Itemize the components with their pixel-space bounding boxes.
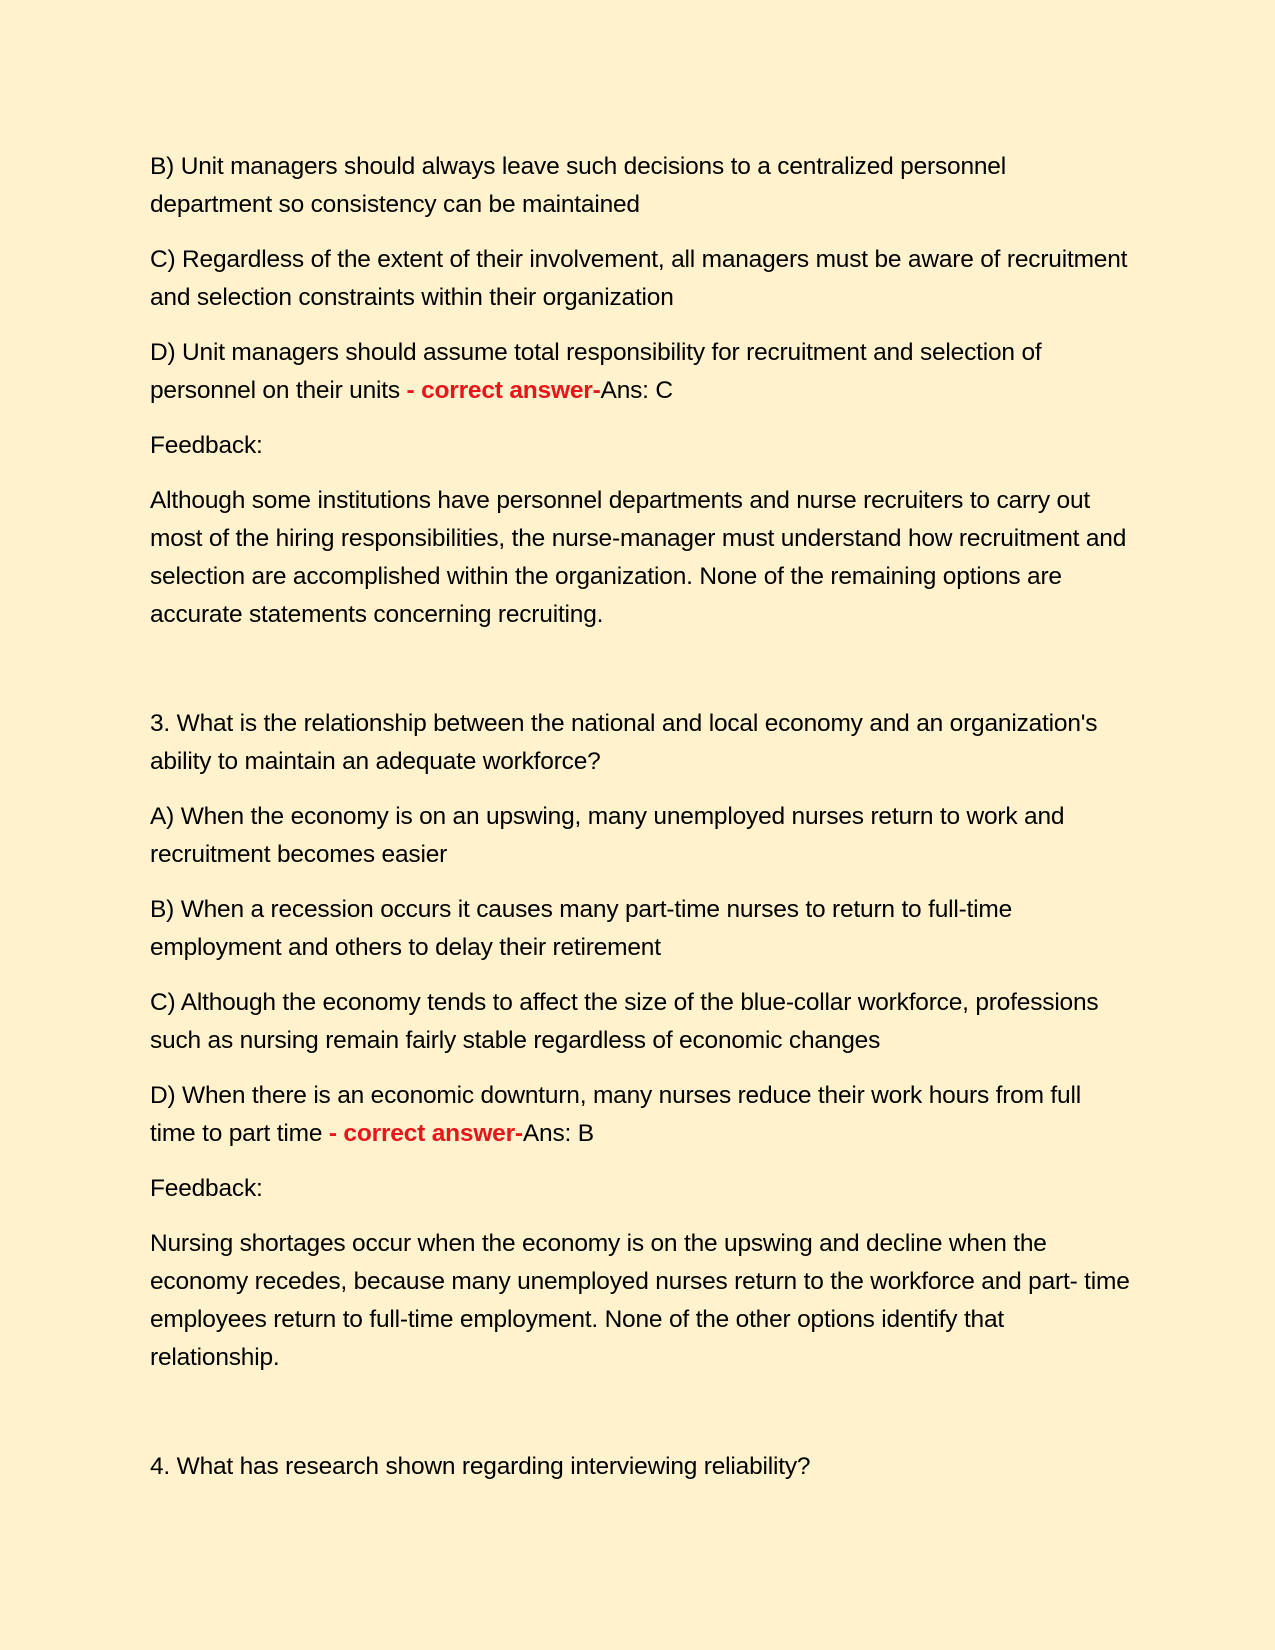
q3-answer: Ans: B bbox=[522, 1120, 594, 1147]
q3-option-d bbox=[150, 1077, 1130, 1153]
q3-question: 3. What is the relationship between the national and local economy and an organization's ability to maintain an adequate workforce? bbox=[150, 710, 1098, 775]
q3-correct-answer-marker: - correct answer- bbox=[322, 1120, 523, 1147]
q2-option-d bbox=[150, 334, 1130, 410]
q3-option-b: B) When a recession occurs it causes many part-time nurses to return to full-time employment and others to delay their retirement bbox=[150, 896, 1013, 961]
q3-feedback-label: Feedback: bbox=[150, 1175, 263, 1202]
q3-option-a: A) When the economy is on an upswing, many unemployed nurses return to work and recruitment becomes easier bbox=[150, 803, 1065, 868]
document-page bbox=[150, 148, 1130, 1503]
q2-feedback-text: Although some institutions have personnel departments and nurse recruiters to carry out most of the hiring responsibilities, the nurse-manager must understand how recruitment and selection are accomplished within the organization. None of the remaining options are accurate statements concerning recruiting. bbox=[150, 487, 1127, 628]
q4-question: 4. What has research shown regarding interviewing reliability? bbox=[150, 1453, 811, 1480]
q2-correct-answer-marker: - correct answer- bbox=[399, 377, 601, 404]
q2-option-d-text: D) Unit managers should assume total responsibility for recruitment and selection of personnel on their units bbox=[150, 339, 1042, 404]
q2-option-c: C) Regardless of the extent of their involvement, all managers must be aware of recruitment and selection constraints within their organization bbox=[150, 246, 1128, 311]
q3-option-c: C) Although the economy tends to affect the size of the blue-collar workforce, professions such as nursing remain fairly stable regardless of economic changes bbox=[150, 989, 1099, 1054]
q2-answer: Ans: C bbox=[600, 377, 673, 404]
q2-feedback-label: Feedback: bbox=[150, 432, 263, 459]
q3-feedback-text: Nursing shortages occur when the economy is on the upswing and decline when the economy recedes, because many unemployed nurses return to the workforce and part- time employees return to full-time employment. None of the other options identify that relationship. bbox=[150, 1230, 1130, 1371]
q3-option-d-text: D) When there is an economic downturn, many nurses reduce their work hours from full time to part time bbox=[150, 1082, 1081, 1147]
q2-option-b: B) Unit managers should always leave such decisions to a centralized personnel department so consistency can be maintained bbox=[150, 153, 1006, 218]
